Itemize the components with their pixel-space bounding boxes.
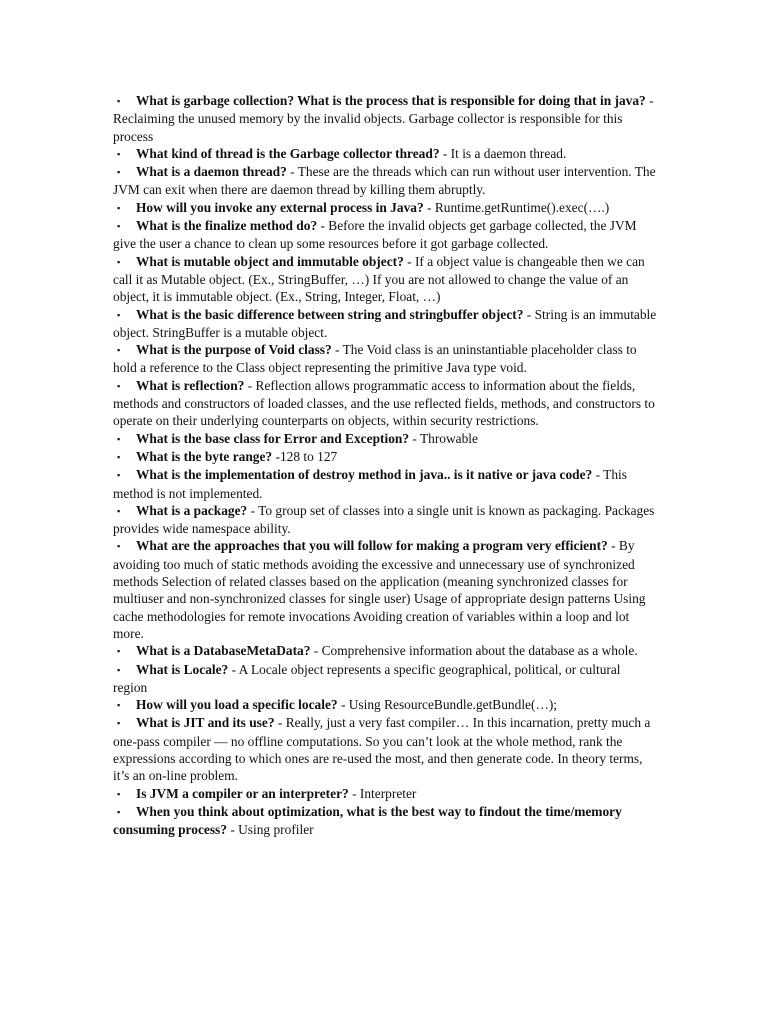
question-text: What is the finalize method do? (136, 218, 318, 234)
qa-item-3 (113, 163, 658, 199)
question-text: What is mutable object and immutable object? (136, 253, 404, 269)
qa-item-13 (113, 502, 658, 538)
bullet-icon: ▪ (117, 202, 121, 213)
question-text: What is garbage collection? What is the process that is responsible for doing that in java? (136, 93, 646, 108)
bullet-icon: ▪ (117, 96, 121, 106)
question-text: What is reflection? (136, 377, 245, 393)
answer-text: - Runtime.getRuntime().exec(….) (423, 199, 610, 215)
qa-item-2 (113, 145, 658, 163)
answer-text: - Comprehensive information about the database as a whole. (310, 643, 638, 659)
answer-text: - This method is not implemented. (113, 467, 627, 501)
bullet-icon: ▪ (117, 541, 121, 552)
qa-item-1 (113, 92, 658, 145)
qa-item-7 (113, 306, 658, 342)
answer-text: - It is a daemon thread. (439, 145, 567, 161)
qa-item-11 (113, 448, 658, 466)
bullet-icon: ▪ (117, 309, 121, 320)
answer-text: - To group set of classes into a single unit is known as packaging. Packages provides wide namespace ability. (113, 502, 655, 537)
bullet-icon: ▪ (117, 221, 121, 232)
bullet-icon: ▪ (117, 646, 121, 657)
answer-text: - Reflection allows programmatic access to information about the fields, methods and constructors of loaded classes, and the use reflected fields, methods, and constructors to operate on their underlying counterparts on objects, within security restrictions. (113, 377, 655, 429)
answer-text: - Interpreter (348, 785, 417, 801)
bullet-icon: ▪ (117, 788, 121, 799)
qa-item-10 (113, 430, 658, 448)
question-text: What kind of thread is the Garbage collector thread? (136, 145, 440, 161)
question-text: What is the purpose of Void class? (136, 342, 332, 358)
question-text: When you think about optimization, what is the best way to findout the time/memory consuming process? (113, 803, 622, 838)
qa-item-5 (113, 217, 658, 253)
question-text: What is the base class for Error and Exception? (136, 430, 410, 446)
answer-text: - If a object value is changeable then we can call it as Mutable object. (Ex., StringBuffer, …) If you are not allowed to change the value of an object, it is immutable object. (Ex., String, Integer, Float, …) (113, 253, 645, 305)
bullet-icon: ▪ (117, 148, 121, 159)
qa-item-12 (113, 466, 658, 502)
question-text: How will you load a specific locale? (136, 697, 338, 713)
qa-item-15 (113, 642, 658, 660)
qa-item-6 (113, 253, 658, 306)
qa-item-19 (113, 785, 658, 803)
answer-text: - Before the invalid objects get garbage collected, the JVM give the user a chance to clean up some resources before it got garbage collected. (113, 218, 637, 252)
answer-text: - A Locale object represents a specific geographical, political, or cultural region (113, 661, 621, 695)
question-text: Is JVM a compiler or an interpreter? (136, 785, 349, 801)
bullet-icon: ▪ (117, 806, 121, 817)
bullet-icon: ▪ (117, 167, 121, 178)
answer-text: - By avoiding too much of static methods avoiding the excessive and unnecessary use of synchronized methods Selection of related classes based on the application (meaning synchronized classes for multiuser and non-synchronized classes for single user) Usage of appropriate design patterns Using cache methodologies for remote invocations Avoiding creation of variables within a loop and lot more. (113, 538, 646, 641)
question-text: What is the implementation of destroy method in java.. is it native or java code? (136, 467, 593, 483)
answer-text: - These are the threads which can run without user intervention. The JVM can exit when there are daemon thread by killing them abruptly. (113, 164, 656, 198)
question-text: What is a package? (136, 502, 248, 518)
qa-item-16 (113, 661, 658, 697)
bullet-icon: ▪ (117, 345, 121, 356)
question-text: What is the byte range? (136, 448, 273, 464)
answer-text: - Throwable (409, 430, 478, 446)
answer-text: - Reclaiming the unused memory by the invalid objects. Garbage collector is responsible for this process (113, 93, 654, 144)
bullet-icon: ▪ (117, 664, 121, 675)
question-text: What is a daemon thread? (136, 164, 287, 180)
document-page (113, 92, 658, 838)
qa-item-18 (113, 714, 658, 784)
answer-text: - The Void class is an uninstantiable placeholder class to hold a reference to the Class object representing the primitive Java type void. (113, 342, 637, 376)
answer-text: -128 to 127 (272, 448, 338, 464)
answer-text: - Really, just a very fast compiler… In this incarnation, pretty much a one-pass compiler — no offline computations. So you can’t look at the whole method, rank the expressions according to which ones are re-used the most, and then generate code. In theory terms, it’s an on-line problem. (113, 715, 651, 784)
qa-item-9 (113, 377, 658, 430)
question-text: What is JIT and its use? (136, 715, 275, 731)
bullet-icon: ▪ (117, 700, 121, 711)
bullet-icon: ▪ (117, 256, 121, 267)
bullet-icon: ▪ (117, 505, 121, 516)
qa-item-20 (113, 803, 658, 839)
answer-text: - Using ResourceBundle.getBundle(…); (337, 697, 558, 713)
bullet-icon: ▪ (117, 718, 121, 729)
bullet-icon: ▪ (117, 470, 121, 481)
question-text: What is Locale? (136, 661, 229, 677)
answer-text: - Using profiler (226, 822, 314, 838)
question-text: What is the basic difference between string and stringbuffer object? (136, 306, 524, 322)
question-text: What are the approaches that you will follow for making a program very efficient? (136, 538, 608, 554)
qa-item-14 (113, 537, 658, 642)
bullet-icon: ▪ (117, 451, 121, 462)
answer-text: - String is an immutable object. StringBuffer is a mutable object. (113, 306, 657, 340)
question-text: How will you invoke any external process in Java? (136, 199, 424, 215)
bullet-icon: ▪ (117, 380, 121, 391)
qa-item-4 (113, 199, 658, 217)
bullet-icon: ▪ (117, 433, 121, 444)
question-text: What is a DatabaseMetaData? (136, 643, 311, 659)
qa-item-17 (113, 696, 658, 714)
qa-item-8 (113, 341, 658, 377)
